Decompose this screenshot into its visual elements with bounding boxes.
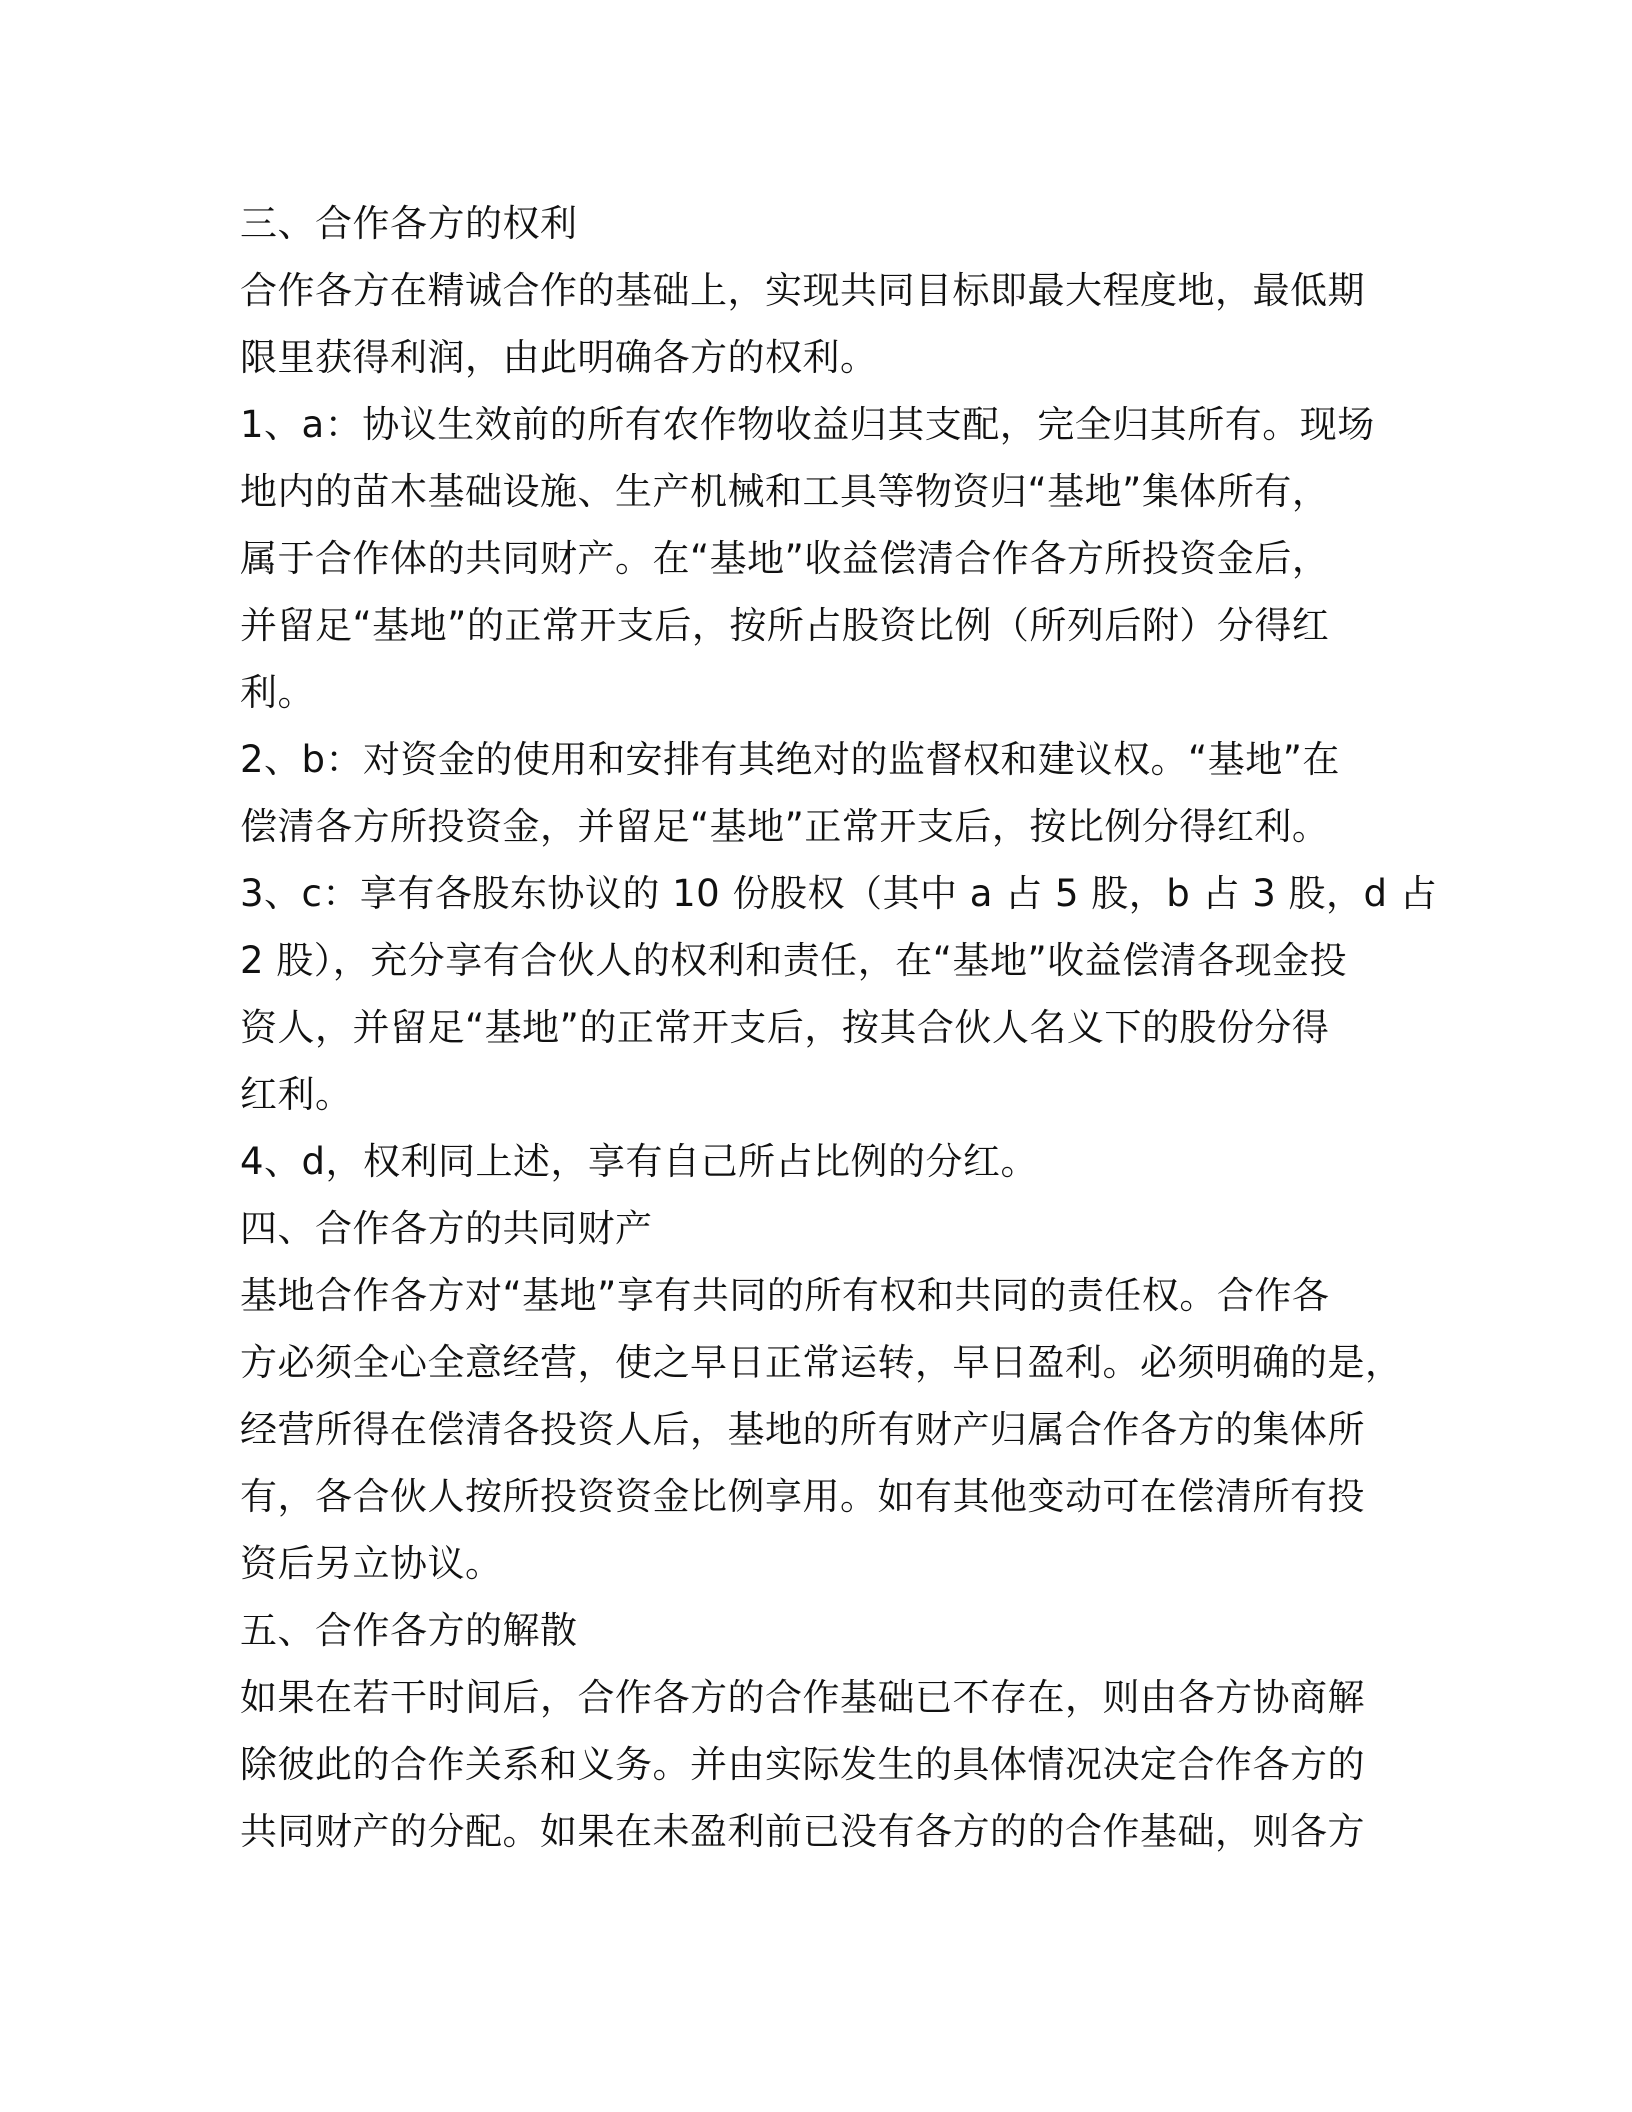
paragraph-line: 合作各方在精诚合作的基础上，实现共同目标即最大程度地，最低期 xyxy=(240,269,1365,312)
section-heading-dissolution: 五、合作各方的解散 xyxy=(240,1609,578,1652)
paragraph-line: 如果在若干时间后，合作各方的合作基础已不存在，则由各方协商解 xyxy=(240,1676,1365,1719)
paragraph-line: 限里获得利润，由此明确各方的权利。 xyxy=(240,336,878,379)
list-item-c-line: 红利。 xyxy=(240,1073,353,1116)
list-item-c-line: 3、c：享有各股东协议的 10 份股权（其中 a 占 5 股，b 占 3 股，d 占 xyxy=(240,872,1438,915)
section-heading-rights: 三、合作各方的权利 xyxy=(240,202,578,245)
paragraph-line: 共同财产的分配。如果在未盈利前已没有各方的的合作基础，则各方 xyxy=(240,1810,1365,1853)
section-heading-common-property: 四、合作各方的共同财产 xyxy=(240,1207,653,1250)
list-item-b-line: 偿清各方所投资金，并留足“基地”正常开支后，按比例分得红利。 xyxy=(240,805,1330,848)
list-item-d-line: 4、d，权利同上述，享有自己所占比例的分红。 xyxy=(240,1140,1039,1183)
paragraph-line: 基地合作各方对“基地”享有共同的所有权和共同的责任权。合作各 xyxy=(240,1274,1330,1317)
paragraph-line: 有，各合伙人按所投资资金比例享用。如有其他变动可在偿清所有投 xyxy=(240,1475,1365,1518)
list-item-a-line: 1、a：协议生效前的所有农作物收益归其支配，完全归其所有。现场 xyxy=(240,403,1375,446)
paragraph-line: 资后另立协议。 xyxy=(240,1542,503,1585)
list-item-a-line: 利。 xyxy=(240,671,315,714)
list-item-b-line: 2、b：对资金的使用和安排有其绝对的监督权和建议权。“基地”在 xyxy=(240,738,1340,781)
list-item-c-line: 2 股），充分享有合伙人的权利和责任，在“基地”收益偿清各现金投 xyxy=(240,939,1348,982)
paragraph-line: 经营所得在偿清各投资人后，基地的所有财产归属合作各方的集体所 xyxy=(240,1408,1365,1451)
paragraph-line: 方必须全心全意经营，使之早日正常运转，早日盈利。必须明确的是， xyxy=(240,1341,1403,1384)
list-item-c-line: 资人，并留足“基地”的正常开支后，按其合伙人名义下的股份分得 xyxy=(240,1006,1330,1049)
document-body xyxy=(240,190,1438,1865)
list-item-a-line: 并留足“基地”的正常开支后，按所占股资比例（所列后附）分得红 xyxy=(240,604,1330,647)
paragraph-line: 除彼此的合作关系和义务。并由实际发生的具体情况决定合作各方的 xyxy=(240,1743,1365,1786)
list-item-a-line: 地内的苗木基础设施、生产机械和工具等物资归“基地”集体所有， xyxy=(240,470,1330,513)
list-item-a-line: 属于合作体的共同财产。在“基地”收益偿清合作各方所投资金后， xyxy=(240,537,1330,580)
